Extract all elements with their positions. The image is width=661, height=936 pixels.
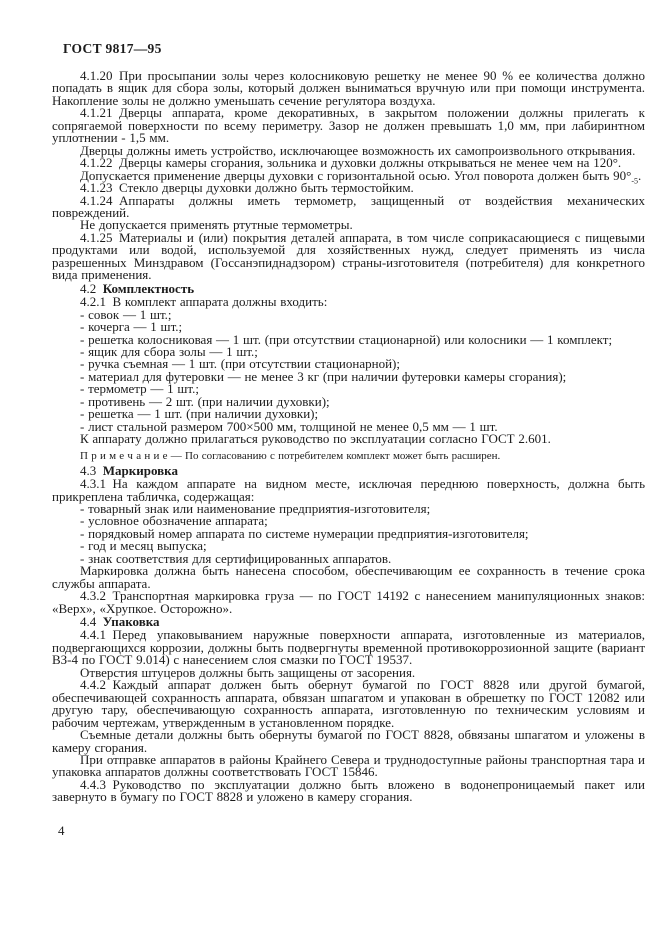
paragraph: - порядковый номер аппарата по системе нумерации предприятия-изготовителя; — [80, 525, 529, 541]
paragraph: 4.1.25 Материалы и (или) покрытия деталей аппарата, в том числе соприкасающиеся с пищевыми продуктами или водой, используемой для хозяйственных нужд, следует применять из числа разрешенных Минздравом (Госсанэпиднадзором) страны-изготовителя (потребителя) для конкретного вида применения. — [52, 229, 645, 283]
paragraph: 4.3.2 Транспортная маркировка груза — по ГОСТ 14192 с нанесением манипуляционных знаков: «Верх», «Хрупкое. Осторожно». — [52, 588, 645, 616]
paragraph: - лист стальной размером 700×500 мм, толщиной не менее 0,5 мм — 1 шт. — [80, 418, 498, 434]
note-paragraph: П р и м е ч а н и е — По согласованию с потребителем комплект может быть расширен. — [80, 449, 501, 462]
paragraph: Допускается применение дверцы духовки с горизонтальной осью. Угол поворота должен быть $90^\circ_{-5}$. — [80, 167, 642, 186]
paragraph: - условное обозначение аппарата; — [80, 513, 268, 529]
document-code: ГОСТ 9817—95 — [63, 41, 162, 56]
paragraph: 4.4.2 Каждый аппарат должен быть обернут бумагой по ГОСТ 8828 или другой бумагой, обеспечивающей сохранность аппарата, обвязан шпагатом и упакован в обрешетку по ГОСТ 12082 или другую тару, обеспечивающую сохранность аппарата, изготовленную по техническим условиям и рабочим чертежам, утвержденным в установленном порядке. — [52, 677, 645, 730]
paragraph: - термометр — 1 шт.; — [80, 381, 199, 397]
paragraph: 4.4.3 Руководство по эксплуатации должно быть вложено в водонепроницаемый пакет или завернуто в бумагу по ГОСТ 8828 и уложено в камеру сгорания. — [52, 776, 645, 805]
paragraph: - решетка колосниковая — 1 шт. (при отсутствии стационарной) или колосники — 1 комплект; — [80, 331, 613, 347]
paragraph: 4.2.1 В комплект аппарата должны входить: — [80, 294, 328, 310]
paragraph: Маркировка должна быть нанесена способом, обеспечивающим ее сохранность в течение срока службы аппарата. — [52, 563, 645, 591]
section-heading: 4.4 Упаковка — [80, 614, 160, 630]
paragraph: Дверцы должны иметь устройство, исключающее возможность их самопроизвольного открывания. — [80, 142, 636, 158]
section-heading: 4.3 Маркировка — [80, 462, 178, 478]
paragraph: - материал для футеровки — не менее 3 кг (при наличии футеровки камеры сгорания); — [80, 368, 567, 384]
paragraph: 4.1.24 Аппараты должны иметь термометр, защищенный от воздействия механических повреждений. — [52, 192, 645, 220]
paragraph: - решетка — 1 шт. (при наличии духовки); — [80, 406, 319, 422]
paragraph: - кочерга — 1 шт.; — [80, 319, 183, 335]
document-body — [52, 70, 645, 804]
paragraph: - ручка съемная — 1 шт. (при отсутствии стационарной); — [80, 356, 400, 372]
paragraph: 4.3.1 На каждом аппарате на видном месте, исключая переднюю поверхность, должна быть прикреплена табличка, содержащая: — [52, 476, 645, 504]
page-number: 4 — [58, 823, 65, 838]
paragraph: - противень — 2 шт. (при наличии духовки); — [80, 393, 330, 409]
paragraph: При отправке аппаратов в районы Крайнего Севера и труднодоступные районы транспортная тара и упаковка аппаратов должны соответствовать ГОСТ 15846. — [52, 752, 645, 780]
paragraph: 4.1.21 Дверцы аппарата, кроме декоративных, в закрытом положении должны прилегать к сопрягаемой поверхности по всему периметру. Зазор не должен превышать 1,0 мм, при лабиринтном уплотнении - 1,5 мм. — [52, 105, 645, 146]
section-heading: 4.2 Комплектность — [80, 280, 195, 296]
paragraph: Съемные детали должны быть обернуты бумагой по ГОСТ 8828, обвязаны шпагатом и уложены в камеру сгорания. — [52, 727, 645, 755]
paragraph: Не допускается применять ртутные термометры. — [80, 217, 353, 233]
paragraph: - знак соответствия для сертифицированных аппаратов. — [80, 550, 392, 566]
paragraph: - ящик для сбора золы — 1 шт.; — [80, 343, 258, 359]
paragraph: 4.1.22 Дверцы камеры сгорания, зольника и духовки должны открываться не менее чем на 120°. — [80, 155, 622, 171]
paragraph: Отверстия штуцеров должны быть защищены от засорения. — [80, 664, 416, 680]
paragraph: 4.1.20 При просыпании золы через колосниковую решетку не менее 90 % ее количества должно попадать в ящик для сбора золы, который должен выниматься вручную или при помощи инструмента. Накопление золы не должно уменьшать сечение регулятора воздуха. — [52, 68, 645, 108]
paragraph: - товарный знак или наименование предприятия-изготовителя; — [80, 500, 431, 516]
paragraph: 4.1.23 Стекло дверцы духовки должно быть термостойким. — [80, 180, 414, 196]
paragraph: - совок — 1 шт.; — [80, 306, 172, 322]
paragraph: К аппарату должно прилагаться руководство по эксплуатации согласно ГОСТ 2.601. — [80, 431, 551, 447]
paragraph: - год и месяц выпуска; — [80, 538, 207, 554]
paragraph: 4.4.1 Перед упаковыванием наружные поверхности аппарата, изготовленные из материалов, подвергающихся коррозии, должны быть подвергнуты временной противокоррозионной защите (вариант ВЗ-4 по ГОСТ 9.014) с нанесением слоя смазки по ГОСТ 19537. — [52, 627, 645, 668]
